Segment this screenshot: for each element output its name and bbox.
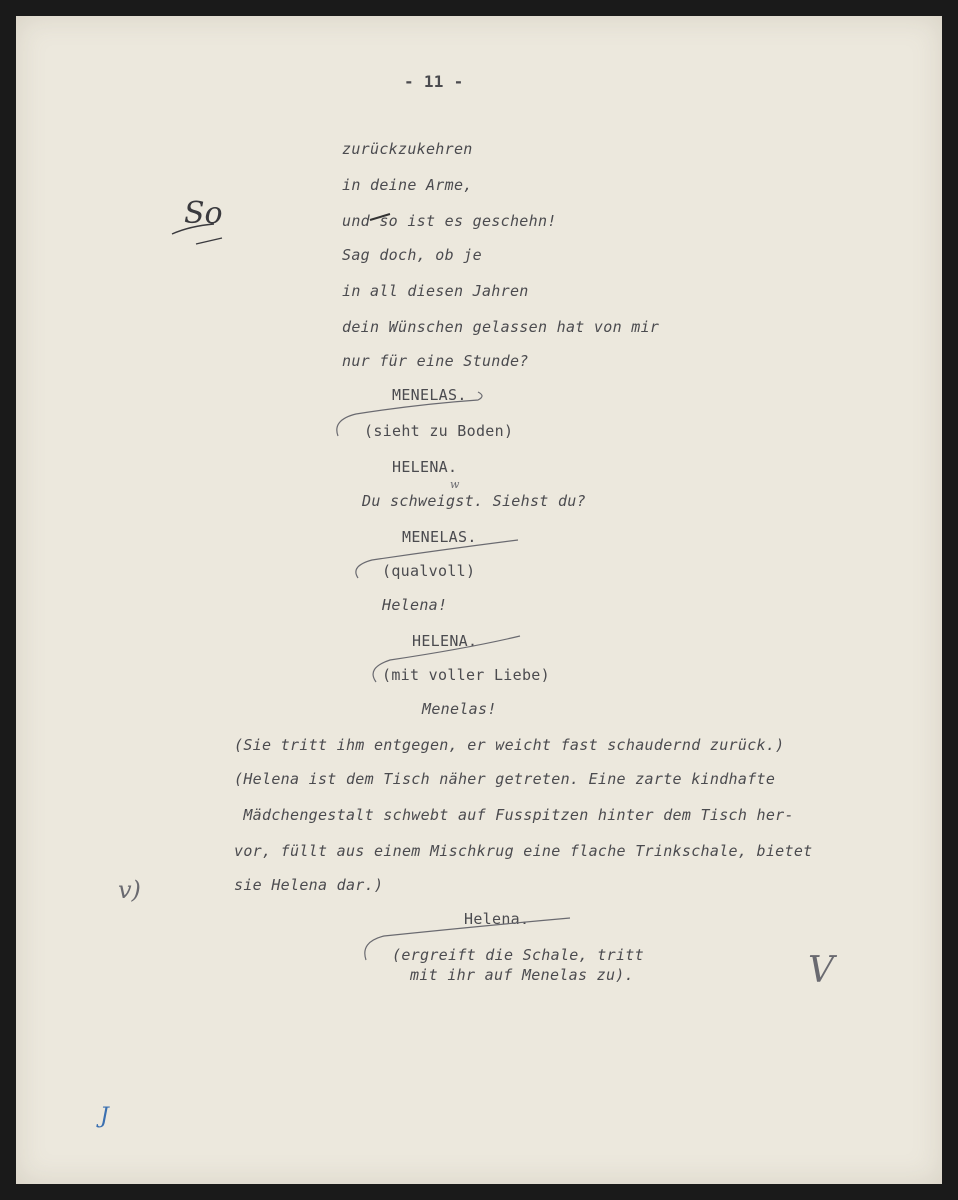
text-line-5: in all diesen Jahren — [342, 282, 529, 300]
blue-pencil-mark: J — [100, 1104, 109, 1129]
stage-direction-long-3: Mädchengestalt schwebt auf Fusspitzen hinter dem Tisch her- — [234, 806, 794, 824]
stage-direction-final-1: (ergreift die Schale, tritt — [392, 946, 644, 964]
text-line-7: nur für eine Stunde? — [342, 352, 529, 370]
dialogue-line-menelas-1: Helena! — [382, 596, 448, 614]
speaker-menelas-1: MENELAS. — [392, 386, 467, 404]
margin-annotation-v-left: v) — [118, 876, 141, 904]
speaker-helena-1: HELENA. — [392, 458, 458, 476]
dialogue-line-helena-2: Menelas! — [422, 700, 497, 718]
stage-direction-long-4: vor, füllt aus einem Mischkrug eine flache Trinkschale, bietet — [234, 842, 813, 860]
inline-correction-w: w — [450, 478, 460, 491]
stage-direction-long-2: (Helena ist dem Tisch näher getreten. Eine zarte kindhafte — [234, 770, 776, 788]
text-line-6: dein Wünschen gelassen hat von mir — [342, 318, 660, 336]
speaker-menelas-2: MENELAS. — [402, 528, 477, 546]
stage-direction-2: (qualvoll) — [382, 562, 476, 580]
speaker-helena-2: HELENA. — [412, 632, 478, 650]
paper-sheet — [16, 16, 942, 1184]
stage-direction-long-1: (Sie tritt ihm entgegen, er weicht fast schaudernd zurück.) — [234, 736, 785, 754]
text-line-4: Sag doch, ob je — [342, 246, 482, 264]
stage-direction-long-5: sie Helena dar.) — [234, 876, 384, 894]
dialogue-line-helena-1: Du schweigst. Siehst du? — [362, 492, 586, 510]
page-number: - 11 - — [404, 72, 464, 91]
stage-direction-final-2: mit ihr auf Menelas zu). — [410, 966, 634, 984]
stage-direction-3: (mit voller Liebe) — [382, 666, 550, 684]
margin-annotation-v-right: V — [808, 950, 834, 991]
speaker-helena-3: Helena. — [464, 910, 530, 928]
margin-annotation-so: So — [184, 196, 223, 231]
text-line-1: zurückzukehren — [342, 140, 473, 158]
stage-direction-1: (sieht zu Boden) — [364, 422, 514, 440]
text-line-2: in deine Arme, — [342, 176, 473, 194]
text-line-3: und so ist es geschehn! — [342, 212, 557, 230]
